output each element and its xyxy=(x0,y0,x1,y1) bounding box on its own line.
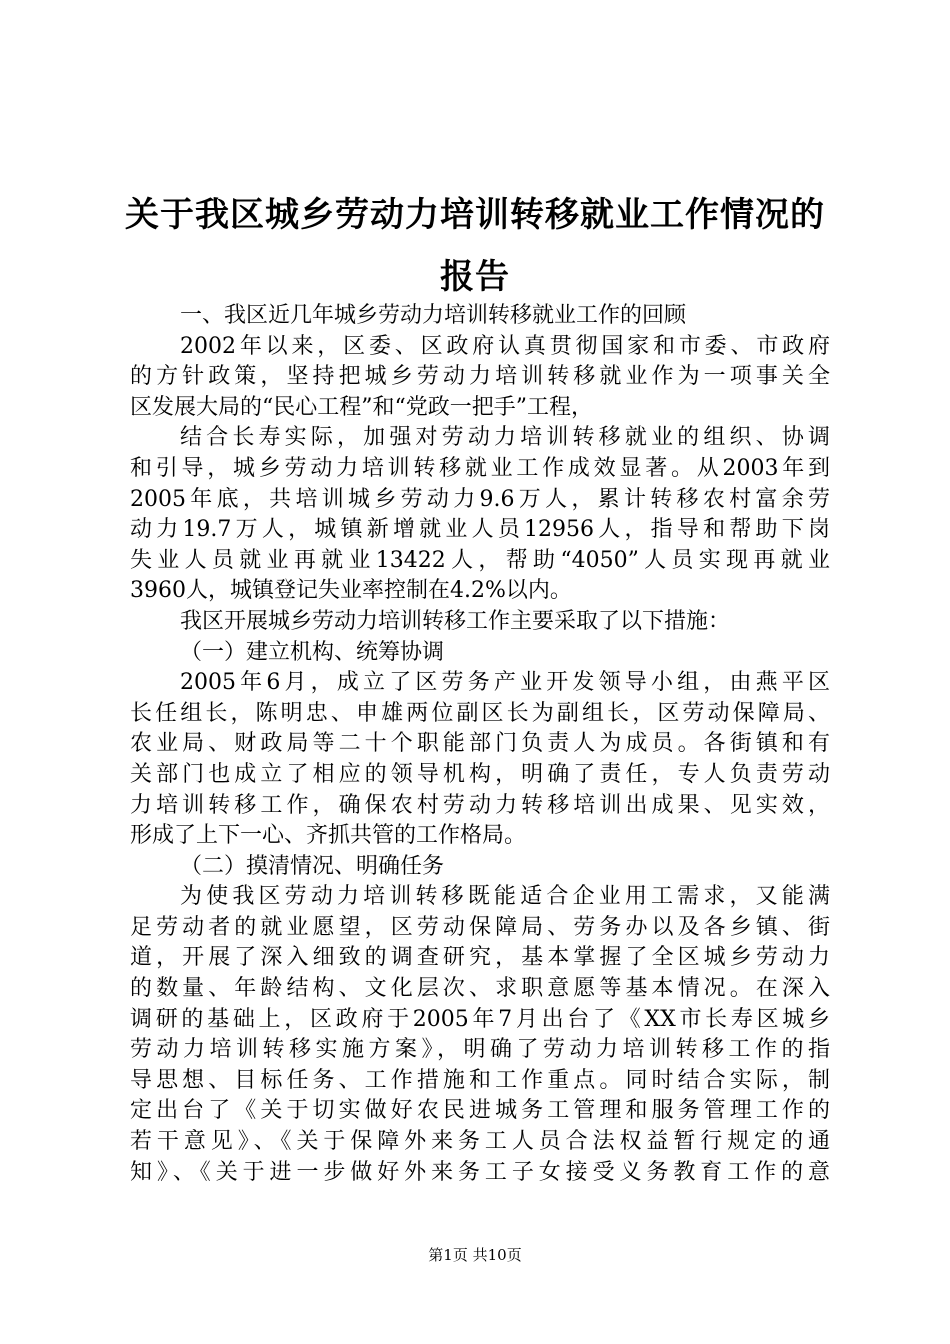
body-line: 和引导，城乡劳动力培训转移就业工作成效显著。从2003年到 xyxy=(130,455,830,481)
body-line: 动力19.7万人，城镇新增就业人员12956人，指导和帮助下岗 xyxy=(130,517,830,543)
body-line: 道，开展了深入细致的调查研究，基本掌握了全区城乡劳动力 xyxy=(130,945,830,971)
title-line-2: 报告 xyxy=(440,257,510,297)
body-line: 2005年底，共培训城乡劳动力9.6万人，累计转移农村富余劳 xyxy=(130,486,830,512)
body-line: 的方针政策，坚持把城乡劳动力培训转移就业作为一项事关全 xyxy=(130,364,830,390)
document-body xyxy=(130,301,830,1188)
body-line: 关部门也成立了相应的领导机构，明确了责任，专人负责劳动 xyxy=(130,761,830,787)
body-line: 知》、《关于进一步做好外来务工子女接受义务教育工作的意 xyxy=(130,1159,830,1185)
body-line: 足劳动者的就业愿望，区劳动保障局、劳务办以及各乡镇、街 xyxy=(130,914,830,940)
body-line: 为使我区劳动力培训转移既能适合企业用工需求，又能满 xyxy=(180,884,830,910)
body-line: 若干意见》、《关于保障外来务工人员合法权益暂行规定的通 xyxy=(130,1129,830,1155)
body-line: （一）建立机构、统筹协调 xyxy=(180,639,445,665)
body-line: 调研的基础上，区政府于2005年7月出台了《XX市长寿区城乡 xyxy=(130,1006,830,1032)
body-line: 我区开展城乡劳动力培训转移工作主要采取了以下措施： xyxy=(180,608,731,634)
body-line: 力培训转移工作，确保农村劳动力转移培训出成果、见实效， xyxy=(130,792,830,818)
body-line: 2005年6月，成立了区劳务产业开发领导小组，由燕平区 xyxy=(180,670,830,696)
body-line: 长任组长，陈明忠、申雄两位副区长为副组长，区劳动保障局、 xyxy=(130,700,830,726)
body-line: 定出台了《关于切实做好农民进城务工管理和服务管理工作的 xyxy=(130,1098,830,1124)
body-line: 2002年以来，区委、区政府认真贯彻国家和市委、市政府 xyxy=(180,333,830,359)
body-line: 导思想、目标任务、工作措施和工作重点。同时结合实际，制 xyxy=(130,1067,830,1093)
body-line: 形成了上下一心、齐抓共管的工作格局。 xyxy=(130,823,527,849)
body-line: 失业人员就业再就业13422人，帮助“4050”人员实现再就业 xyxy=(130,547,830,573)
document-title xyxy=(100,184,850,308)
body-line: 农业局、财政局等二十个职能部门负责人为成员。各街镇和有 xyxy=(130,731,830,757)
body-line: （二）摸清情况、明确任务 xyxy=(180,853,445,879)
body-line: 劳动力培训转移实施方案》，明确了劳动力培训转移工作的指 xyxy=(130,1037,830,1063)
page-footer: 第1页 共10页 xyxy=(428,1246,522,1264)
title-line-1: 关于我区城乡劳动力培训转移就业工作情况的 xyxy=(125,195,825,235)
body-line: 结合长寿实际，加强对劳动力培训转移就业的组织、协调 xyxy=(180,425,830,451)
body-line: 区发展大局的“民心工程”和“党政一把手”工程， xyxy=(130,394,593,420)
body-line: 3960人，城镇登记失业率控制在4.2%以内。 xyxy=(130,578,572,604)
body-line: 的数量、年龄结构、文化层次、求职意愿等基本情况。在深入 xyxy=(130,976,830,1002)
body-line: 一、我区近几年城乡劳动力培训转移就业工作的回顾 xyxy=(180,303,687,328)
